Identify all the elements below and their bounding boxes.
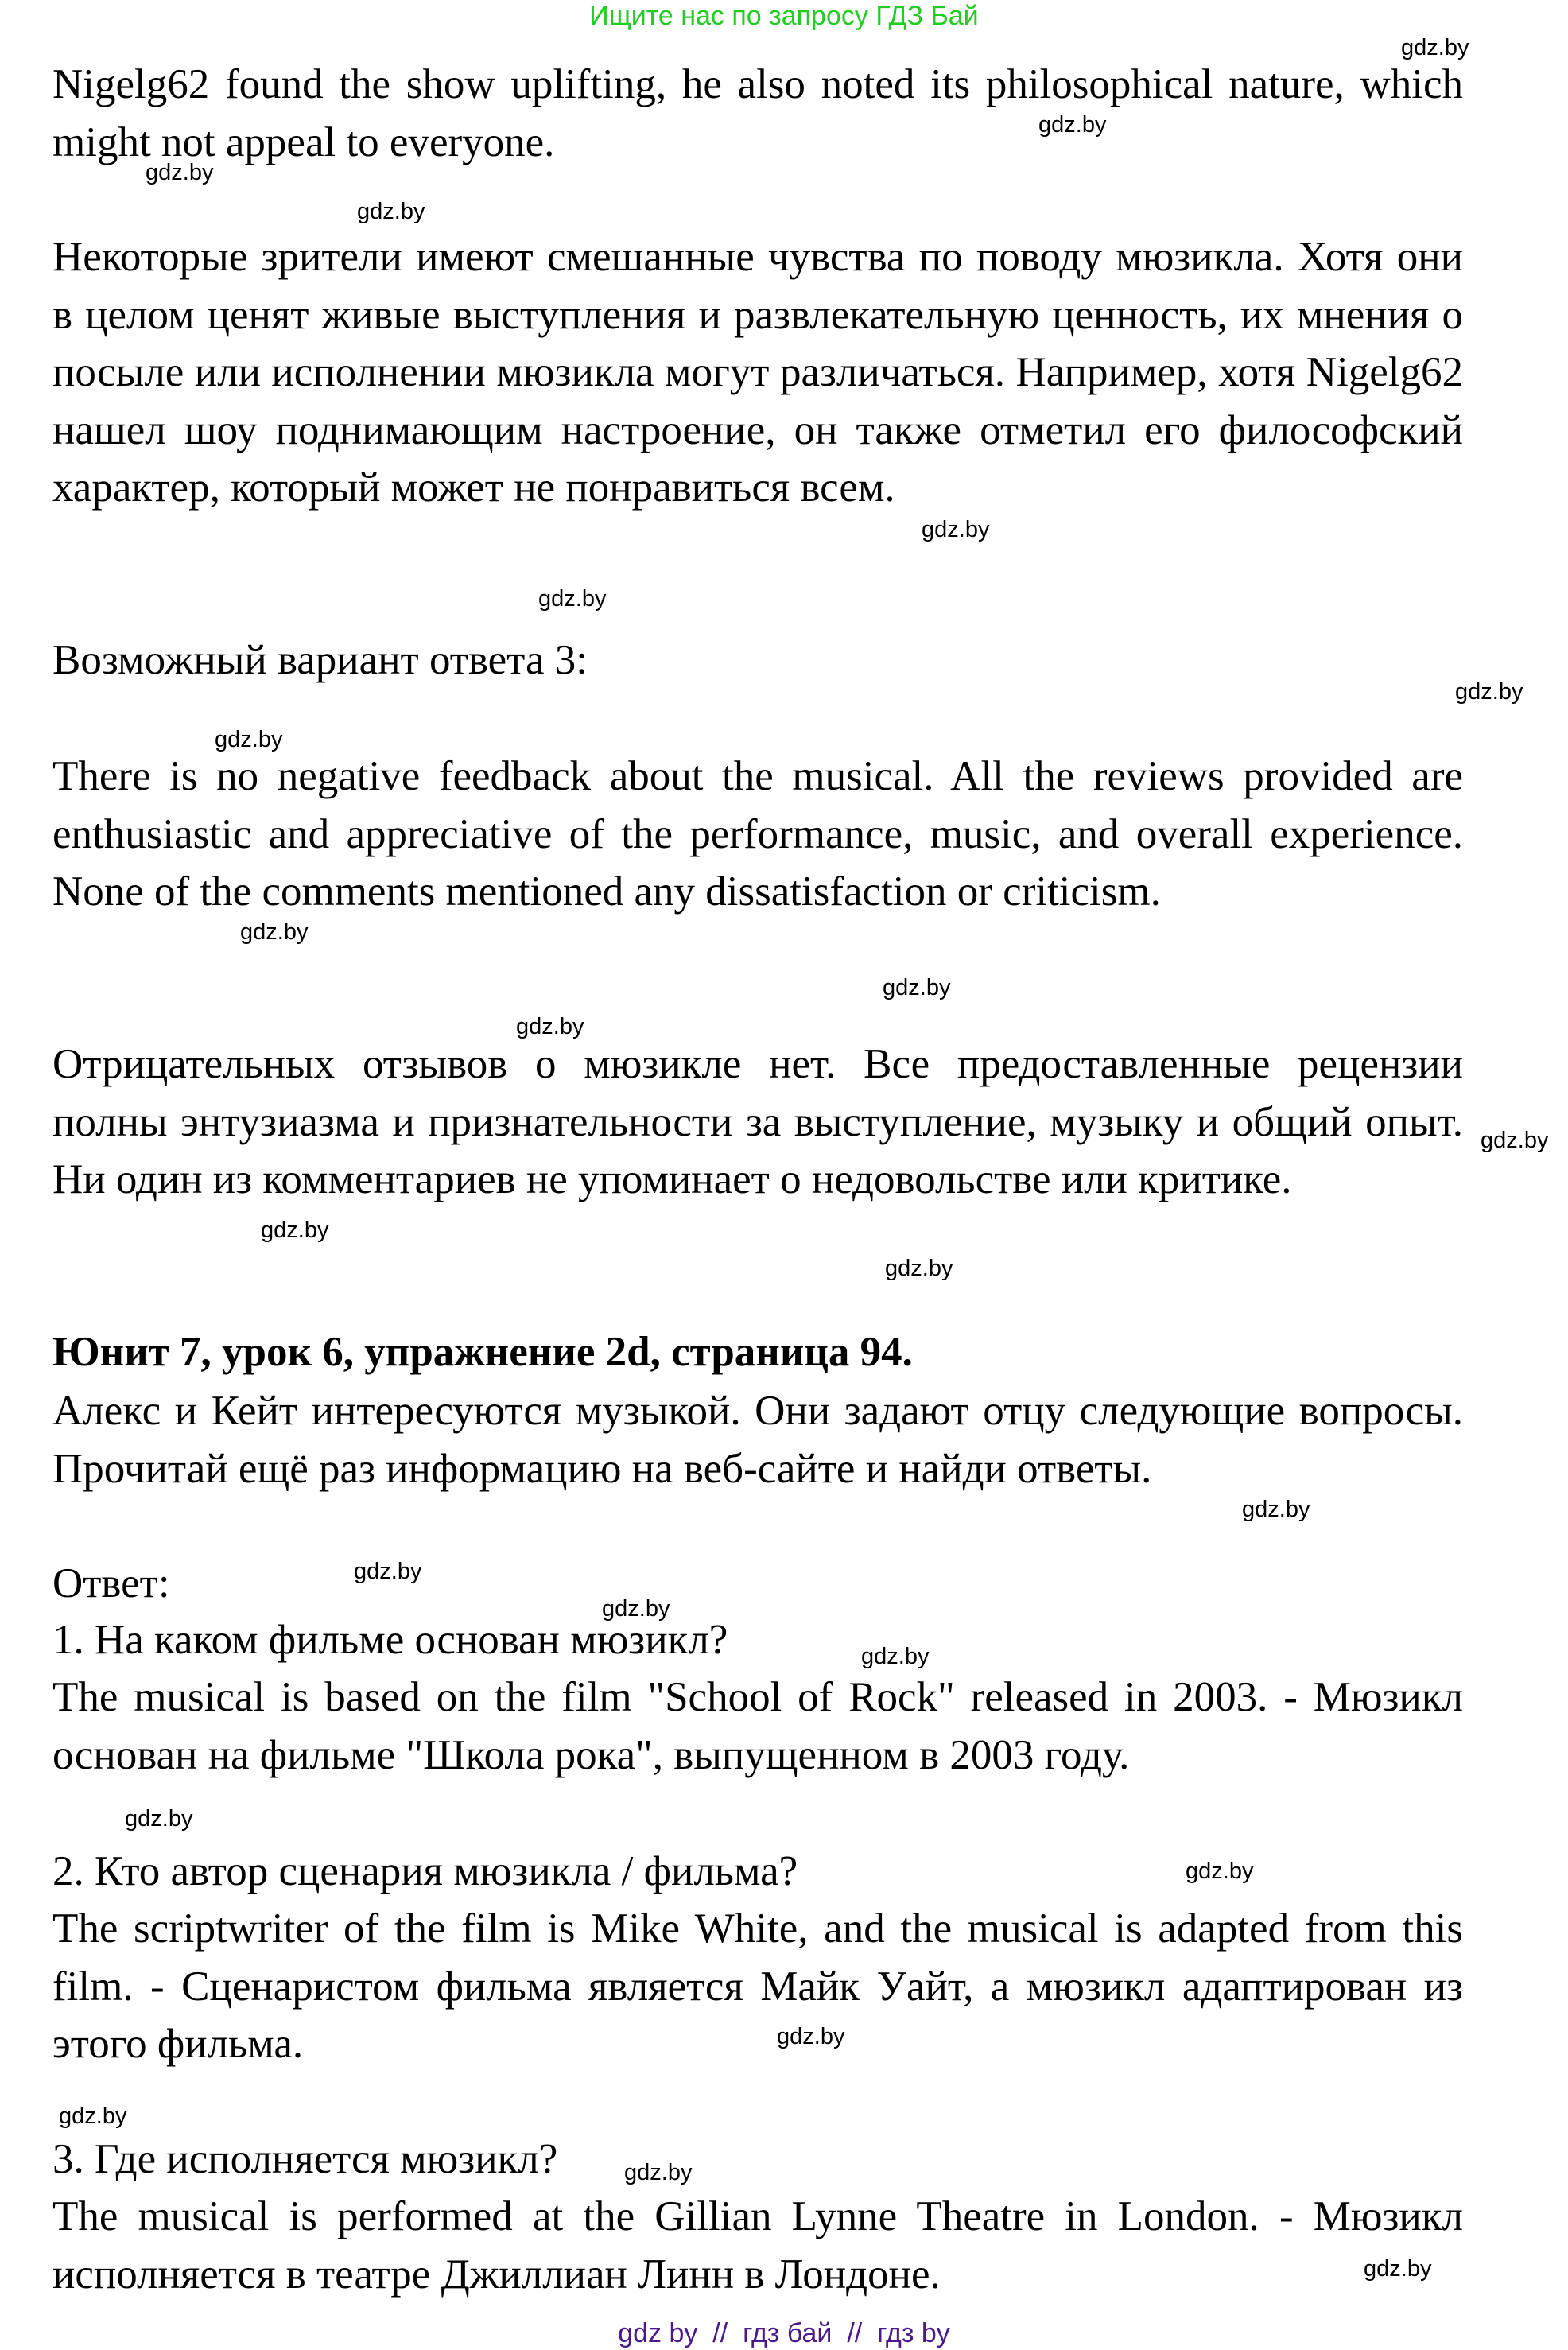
watermark: gdz.by: [777, 2024, 845, 2049]
watermark: gdz.by: [538, 586, 607, 612]
watermark: gdz.by: [261, 1218, 329, 1243]
question-3: 3. Где исполняется мюзикл?: [52, 2136, 558, 2182]
watermark: gdz.by: [516, 1014, 584, 1039]
question-1: 1. На каком фильме основан мюзикл?: [52, 1617, 728, 1663]
paragraph-russian-2: Отрицательных отзывов о мюзикле нет. Все предоставленные рецензии полны энтузиазма и признательности за выступление, музыку и общий опыт. Ни один из комментариев не упоминает о недовольстве или критике.: [52, 1041, 1463, 1202]
variant-label: Возможный вариант ответа 3:: [52, 637, 588, 683]
watermark: gdz.by: [357, 199, 425, 224]
watermark: gdz.by: [146, 160, 214, 185]
paragraph-russian-1: Некоторые зрители имеют смешанные чувства по поводу мюзикла. Хотя они в целом ценят живые выступления и развлекательную ценность, их мнения о посыле или исполнении мюзикла могут различаться. Например, хотя Nigelg62 нашел шоу поднимающим настроение, он также отметил его философский характер, который может не понравиться всем.: [52, 234, 1463, 511]
search-banner: Ищите нас по запросу ГДЗ Бай: [589, 1, 979, 31]
task-text: Алекс и Кейт интересуются музыкой. Они задают отцу следующие вопросы. Прочитай ещё раз информацию на веб-сайте и найди ответы.: [52, 1388, 1463, 1492]
watermark: gdz.by: [1401, 35, 1469, 60]
watermark: gdz.by: [885, 1256, 953, 1281]
paragraph-english-1: Nigelg62 found the show uplifting, he also noted its philosophical nature, which might not appeal to everyone.: [52, 61, 1463, 165]
paragraph-english-2: There is no negative feedback about the musical. All the reviews provided are enthusiastic and appreciative of the performance, music, and overall experience. None of the comments mentioned any dissatisfaction or criticism.: [52, 753, 1463, 915]
watermark: gdz.by: [1242, 1497, 1310, 1522]
watermark: gdz.by: [1364, 2256, 1432, 2282]
answer-label: Ответ:: [52, 1560, 170, 1606]
question-2: 2. Кто автор сценария мюзикла / фильма?: [52, 1848, 798, 1894]
watermark: gdz.by: [602, 1596, 670, 1622]
watermark: gdz.by: [1481, 1128, 1549, 1153]
answer-1: The musical is based on the film "School of Rock" released in 2003. - Мюзикл основан на фильме "Школа рока", выпущенном в 2003 году.: [52, 1674, 1463, 1778]
watermark: gdz.by: [861, 1644, 930, 1669]
watermark: gdz.by: [125, 1806, 193, 1831]
footer-links: gdz by // гдз бай // гдз by: [618, 2318, 950, 2348]
watermark: gdz.by: [1186, 1859, 1254, 1884]
answer-2: The scriptwriter of the film is Mike White, and the musical is adapted from this film. - Сценаристом фильма является Майк Уайт, а мюзикл адаптирован из этого фильма.: [52, 1905, 1463, 2067]
answer-3: The musical is performed at the Gillian Lynne Theatre in London. - Мюзикл исполняется в театре Джиллиан Линн в Лондоне.: [52, 2193, 1463, 2298]
watermark: gdz.by: [624, 2160, 693, 2185]
watermark: gdz.by: [1455, 679, 1523, 705]
watermark: gdz.by: [215, 727, 283, 752]
watermark: gdz.by: [354, 1559, 422, 1584]
exercise-heading: Юнит 7, урок 6, упражнение 2d, страница 94.: [52, 1329, 913, 1375]
watermark: gdz.by: [1038, 112, 1107, 138]
watermark: gdz.by: [883, 975, 951, 1000]
watermark: gdz.by: [240, 919, 309, 945]
watermark: gdz.by: [59, 2103, 127, 2129]
watermark: gdz.by: [922, 517, 990, 542]
